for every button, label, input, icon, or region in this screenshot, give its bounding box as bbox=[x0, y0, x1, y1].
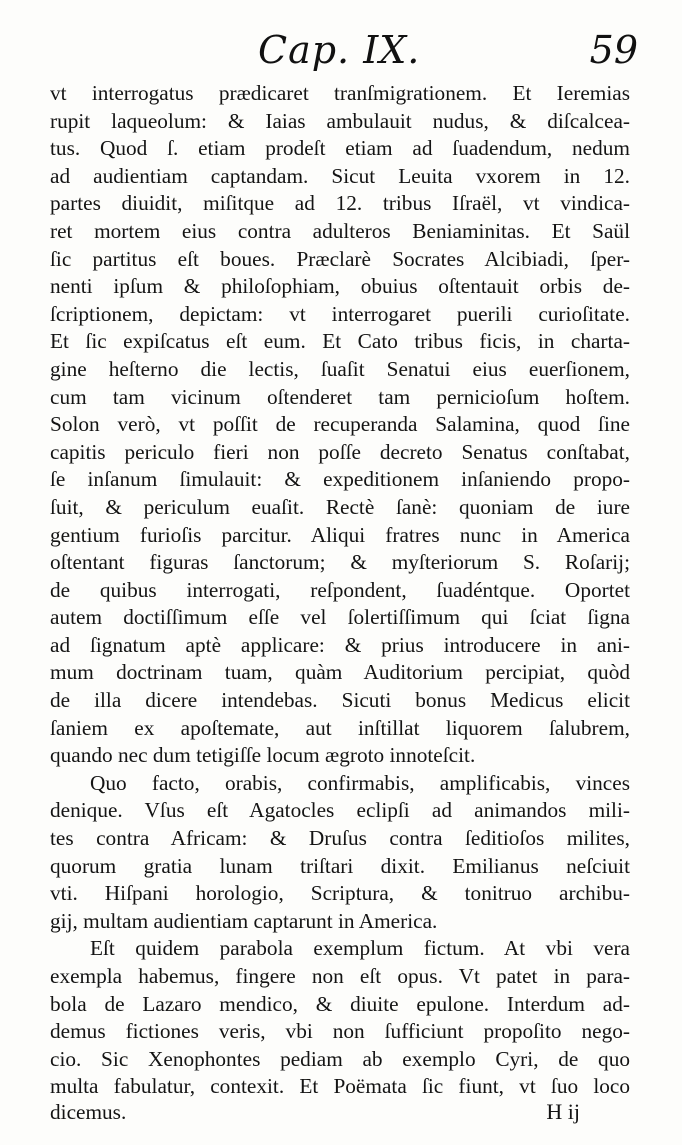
text-line: ret mortem eius contra adulteros Beniaminitas. Et Saül bbox=[50, 218, 630, 243]
text-line: mum doctrinam tuam, quàm Auditorium percipiat, quòd bbox=[50, 660, 630, 685]
text-line: oſtentant figuras ſanctorum; & myſteriorum S. Roſarij; bbox=[50, 550, 630, 575]
text-line: tes contra Africam: & Druſus contra ſeditioſos milites, bbox=[50, 826, 630, 851]
text-line: vti. Hiſpani horologio, Scriptura, & tonitruo archibu- bbox=[50, 881, 630, 906]
text-line: vt interrogatus prædicaret tranſmigrationem. Et Ieremias bbox=[50, 81, 630, 105]
page-number: 59 bbox=[589, 28, 638, 72]
text-line: cum tam vicinum oſtenderet tam pernicioſum hoſtem. bbox=[50, 384, 630, 409]
text-line: ſcriptionem, depictam: vt interrogaret puerili curioſitate. bbox=[50, 301, 630, 326]
text-line: capitis periculo fieri non poſſe decreto Senatus conſtabat, bbox=[50, 439, 630, 464]
text-line: bola de Lazaro mendico, & diuite epulone. Interdum ad- bbox=[50, 991, 630, 1016]
text-line: autem doctiſſimum eſſe vel ſolertiſſimum qui ſciat ſigna bbox=[50, 605, 630, 630]
text-line: exempla habemus, fingere non eſt opus. Vt patet in para- bbox=[50, 964, 630, 988]
text-line: gentium furioſis parcitur. Aliqui fratres nunc in America bbox=[50, 522, 630, 547]
text-line: cio. Sic Xenophontes pediam ab exemplo Cyri, de quo bbox=[50, 1046, 630, 1071]
text-line: tus. Quod ſ. etiam prodeſt etiam ad ſuadendum, nedum bbox=[50, 136, 630, 161]
catchword: dicemus. bbox=[50, 1100, 127, 1124]
text-line: ſic partitus eſt boues. Præclarè Socrates Alcibiadi, ſper- bbox=[50, 246, 630, 271]
text-line: gij, multam audientiam captarunt in America. bbox=[50, 908, 438, 933]
text-line: Eſt quidem parabola exemplum fictum. At vbi vera bbox=[90, 936, 630, 961]
running-title: Cap. IX. bbox=[258, 28, 421, 72]
page-footer bbox=[50, 1098, 630, 1126]
text-line: gine heſterno die lectis, ſuaſit Senatui eius euerſionem, bbox=[50, 356, 630, 381]
text-line: ad ſignatum aptè applicare: & prius introducere in ani- bbox=[50, 632, 630, 657]
text-line: ſaniem ex apoſtemate, aut inſtillat liquorem ſalubrem, bbox=[50, 715, 630, 740]
text-line: quorum gratia lunam triſtari dixit. Emilianus neſciuit bbox=[50, 853, 630, 878]
text-line: de quibus interrogati, reſpondent, ſuadéntque. Oportet bbox=[50, 577, 630, 602]
text-line: Solon verò, vt poſſit de recuperanda Salamina, quod ſine bbox=[50, 412, 630, 437]
text-line: rupit laqueolum: & Iaias ambulauit nudus, & diſcalcea- bbox=[50, 108, 630, 133]
text-line: quando nec dum tetigiſſe locum ægroto innoteſcit. bbox=[50, 743, 476, 768]
signature-mark: H ij bbox=[546, 1099, 580, 1124]
text-line: nenti ipſum & philoſophiam, obuius oſtentauit orbis de- bbox=[50, 274, 630, 299]
page-header bbox=[48, 28, 638, 80]
text-line: ad audientiam captandam. Sicut Leuita vxorem in 12. bbox=[50, 163, 630, 188]
text-line: Et ſic expiſcatus eſt eum. Et Cato tribus ficis, in charta- bbox=[50, 329, 630, 354]
text-line: ſuit, & periculum euaſit. Rectè ſanè: quoniam de iure bbox=[50, 494, 630, 519]
text-line: demus fictiones veris, vbi non ſufficiunt propoſito nego- bbox=[50, 1019, 630, 1044]
text-line: de illa dicere intendebas. Sicuti bonus Medicus elicit bbox=[50, 688, 630, 713]
text-line: ſe inſanum ſimulauit: & expeditionem inſaniendo propo- bbox=[50, 467, 630, 492]
text-line: partes diuidit, miſitque ad 12. tribus Iſraël, vt vindica- bbox=[50, 191, 630, 216]
body-text bbox=[50, 80, 630, 1101]
text-line: Quo facto, orabis, confirmabis, amplificabis, vinces bbox=[90, 770, 630, 795]
text-line: denique. Vſus eſt Agatocles eclipſi ad animandos mili- bbox=[50, 798, 630, 823]
text-line: multa fabulatur, contexit. Et Poëmata ſic fiunt, vt ſuo loco bbox=[50, 1074, 630, 1099]
